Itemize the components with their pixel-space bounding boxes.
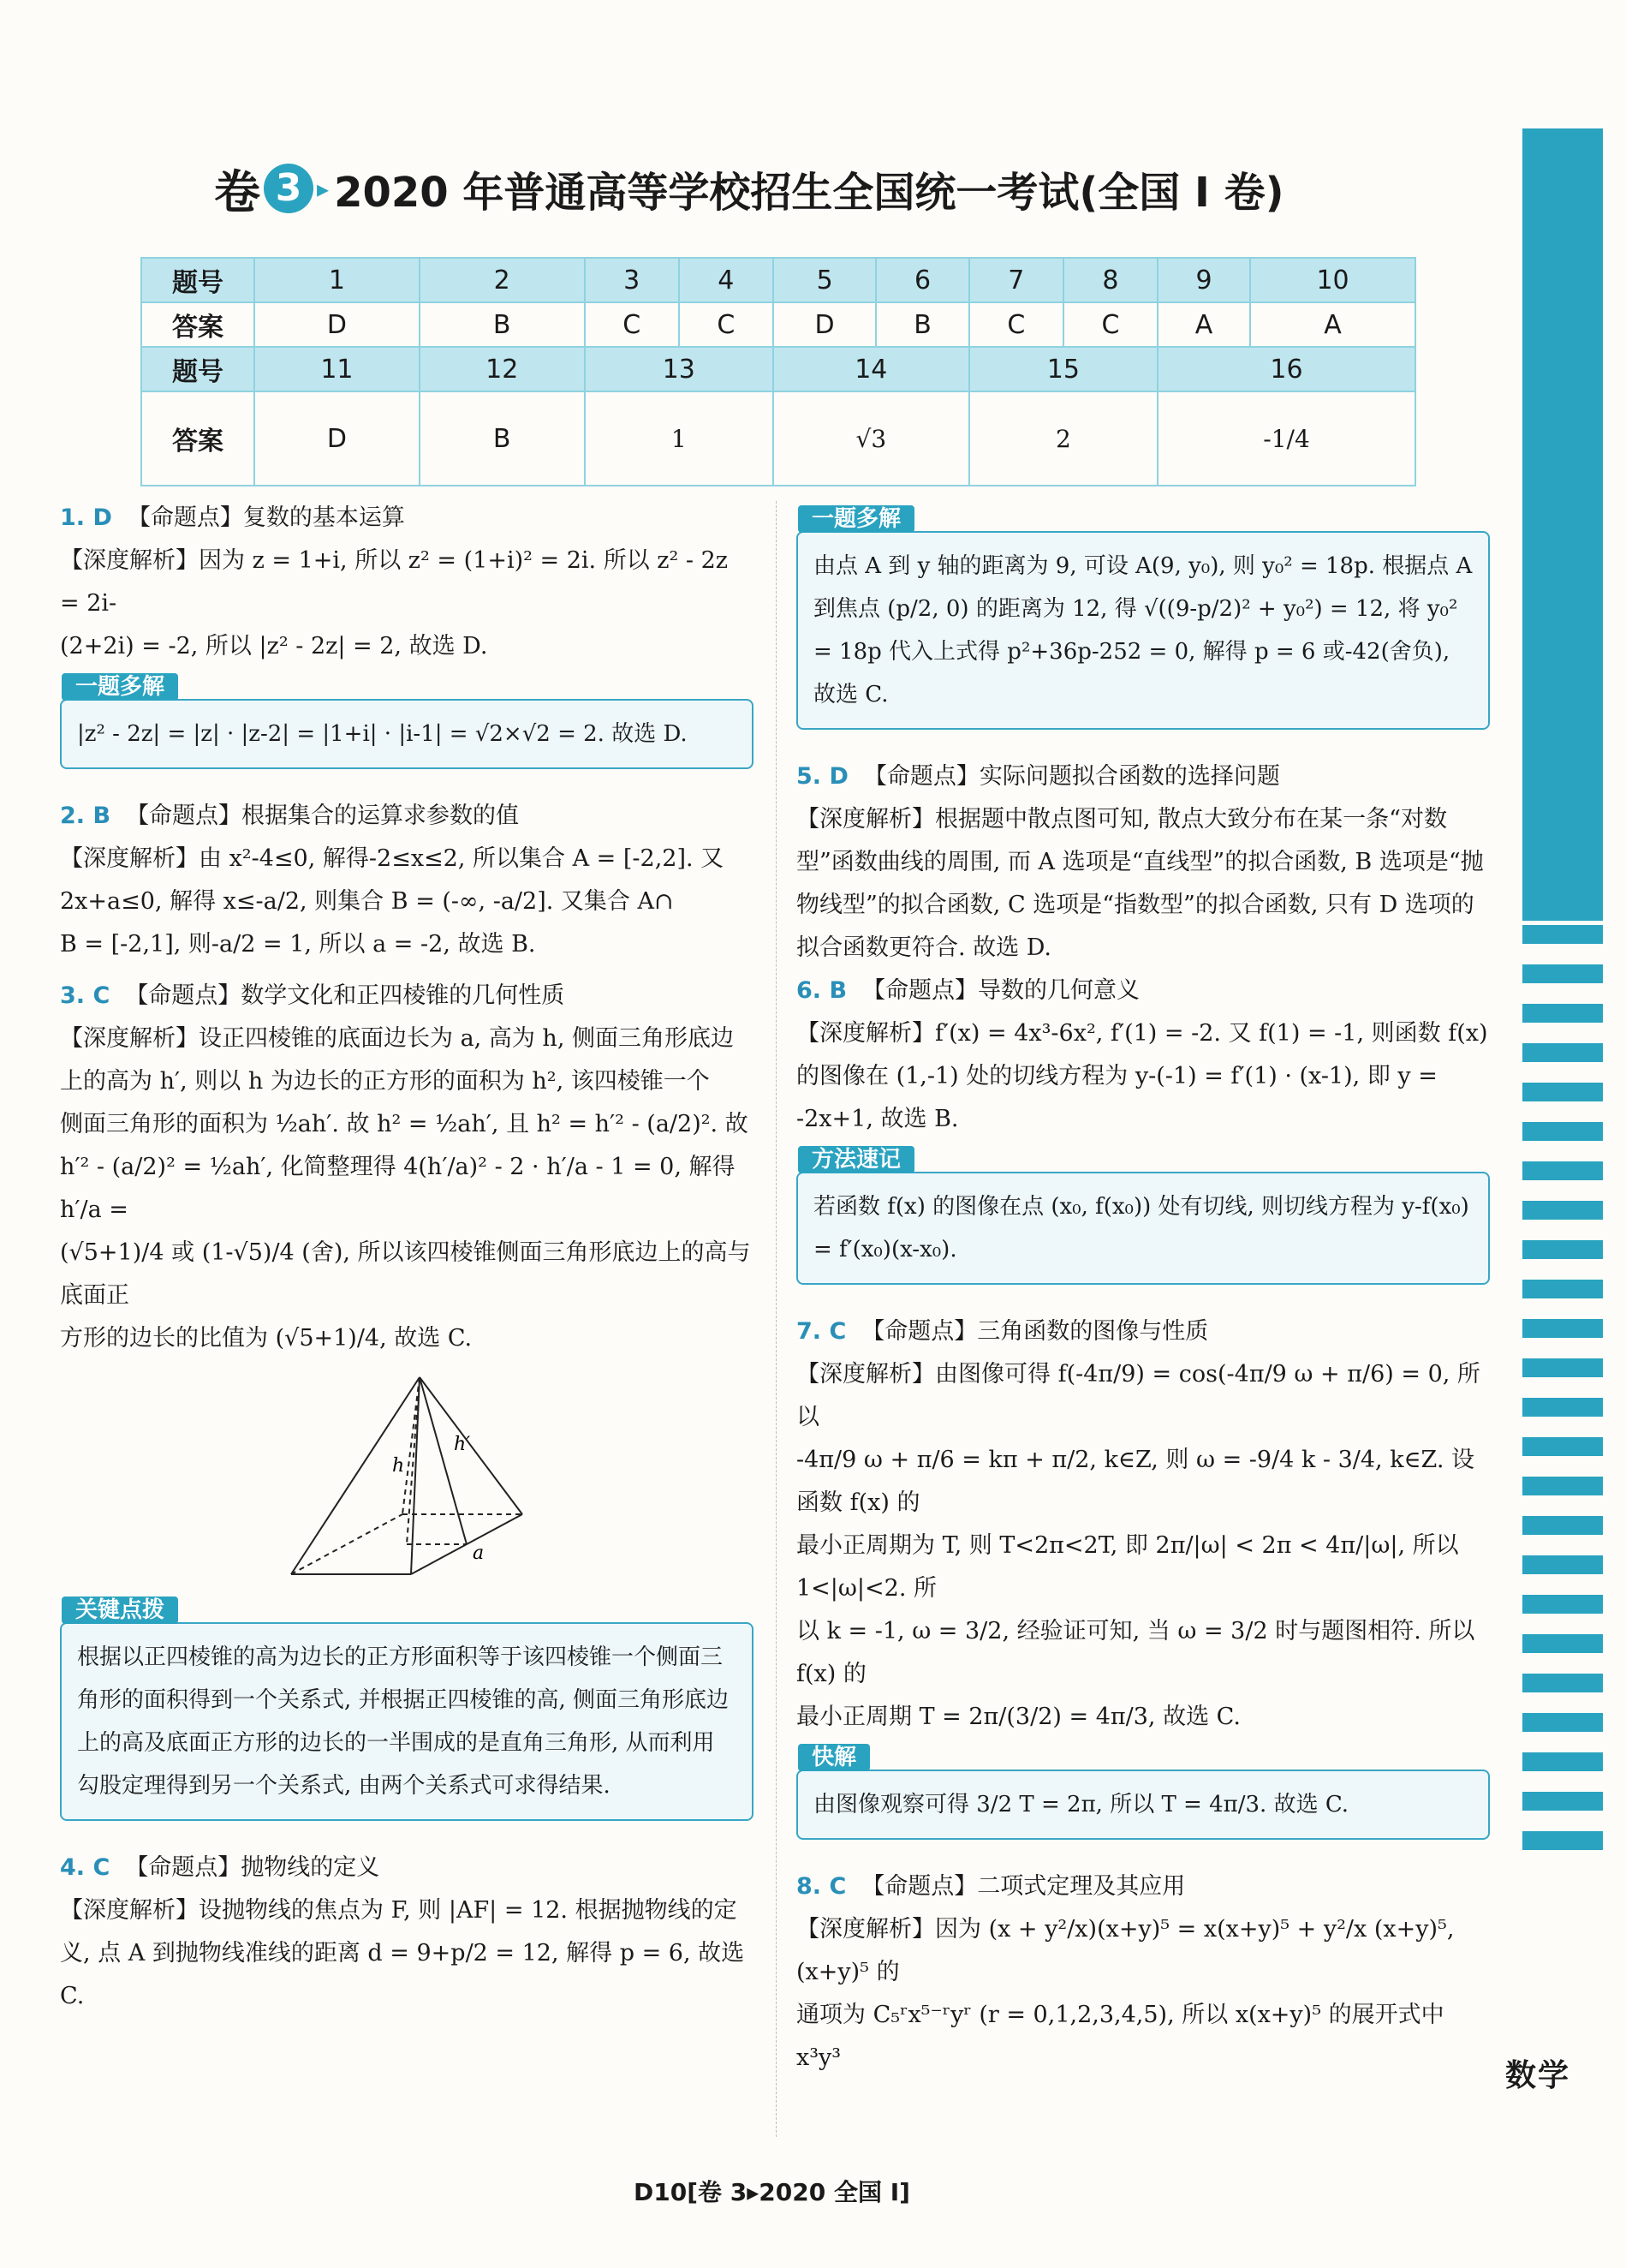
question-point: 【命题点】三角函数的图像与性质 <box>861 1318 1209 1345</box>
analysis-line: 2x+a≤0, 解得 x≤-a/2, 则集合 B = (-∞, -a/2]. 又集合 A∩ <box>60 888 674 915</box>
right-column <box>796 497 1490 2080</box>
table-cell: B <box>876 302 968 347</box>
table-cell: 8 <box>1063 258 1158 302</box>
question-number: 8. C <box>796 1873 847 1900</box>
tip-box-text: 若函数 f(x) 的图像在点 (x₀, f(x₀)) 处有切线, 则切线方程为 y-f(x₀) = f′(x₀)(x-x₀). <box>813 1194 1469 1262</box>
tip-box-text: 由点 A 到 y 轴的距离为 9, 可设 A(9, y₀), 则 y₀² = 18p. 根据点 A 到焦点 (p/2, 0) 的距离为 12, 得 √((9-p/2)² + y₀²) = 12, 将 y₀² = 18p 代入上式得 p²+36p-252 = 0, 解得 p = 6 或-42(舍负), 故选 C. <box>813 553 1473 707</box>
sidebar-stripe <box>1522 1004 1603 1023</box>
question-3 <box>60 975 753 1821</box>
analysis-line: 义, 点 A 到抛物线准线的距离 d = 9+p/2 = 12, 解得 p = 6, 故选 C. <box>60 1940 745 2009</box>
question-point: 【命题点】实际问题拟合函数的选择问题 <box>863 763 1280 790</box>
tip-box <box>796 1147 1490 1285</box>
sidebar-stripe <box>1522 1792 1603 1811</box>
tip-box <box>60 1597 753 1821</box>
question-number: 1. D <box>60 504 112 531</box>
table-row <box>141 258 1415 302</box>
question-2 <box>60 795 753 966</box>
question-number: 7. C <box>796 1318 847 1345</box>
table-cell: D <box>254 391 420 486</box>
table-cell: C <box>585 302 679 347</box>
table-cell: 14 <box>773 347 969 391</box>
table-cell: 2 <box>969 391 1158 486</box>
table-cell: 13 <box>585 347 773 391</box>
table-row <box>141 347 1415 391</box>
sidebar-stripe <box>1522 1595 1603 1614</box>
analysis-line: B = [-2,1], 则-a/2 = 1, 所以 a = -2, 故选 B. <box>60 931 536 958</box>
table-cell: 7 <box>969 258 1063 302</box>
analysis-line: 最小正周期 T = 2π/(3/2) = 4π/3, 故选 C. <box>796 1704 1241 1730</box>
analysis-line: (√5+1)/4 或 (1-√5)/4 (舍), 所以该四棱锥侧面三角形底边上的高与底面正 <box>60 1239 751 1309</box>
question-4 <box>60 1847 753 2018</box>
analysis-text: 【深度解析】f′(x) = 4x³-6x², f′(1) = -2. 又 f(1) = -1, 则函数 f(x) 的图像在 (1,-1) 处的切线方程为 y-(-1) = f′(1) · (x-1), 即 y = -2x+1, 故选 B. <box>796 1020 1488 1132</box>
row-label: 答案 <box>141 302 254 347</box>
analysis-line: 【深度解析】因为 (x + y²/x)(x+y)⁵ = x(x+y)⁵ + y²/x (x+y)⁵, (x+y)⁵ 的 <box>796 1916 1455 1985</box>
column-divider <box>776 501 777 2137</box>
sidebar-stripe <box>1522 964 1603 983</box>
subject-label: 数学 <box>1505 2058 1571 2093</box>
analysis-line: h′² - (a/2)² = ½ah′, 化简整理得 4(h′/a)² - 2 · h′/a - 1 = 0, 解得 h′/a = <box>60 1154 736 1223</box>
tip-box-label: 方法速记 <box>798 1146 914 1173</box>
sidebar-stripe <box>1522 1122 1603 1141</box>
row-label: 题号 <box>141 347 254 391</box>
question-number: 3. C <box>60 982 110 1009</box>
tip-box-text: 根据以正四棱锥的高为边长的正方形面积等于该四棱锥一个侧面三角形的面积得到一个关系式, 并根据正四棱锥的高, 侧面三角形底边上的高及底面正方形的边长的一半围成的是直角三角形, 从而利用勾股定理得到另一个关系式, 由两个关系式可求得结果. <box>77 1644 730 1799</box>
table-cell: D <box>773 302 876 347</box>
pyramid-slant-height <box>420 1377 467 1544</box>
row-label: 题号 <box>141 258 254 302</box>
question-8 <box>796 1865 1490 2080</box>
table-cell: B <box>420 302 585 347</box>
table-cell: 1 <box>585 391 773 486</box>
question-number: 2. B <box>60 803 111 829</box>
sidebar-stripe <box>1522 1831 1603 1850</box>
table-cell: 9 <box>1158 258 1250 302</box>
analysis-line: -4π/9 ω + π/6 = kπ + π/2, k∈Z, 则 ω = -9/4 k - 3/4, k∈Z. 设函数 f(x) 的 <box>796 1447 1475 1516</box>
pyramid-edge <box>420 1377 522 1514</box>
sidebar-stripe <box>1522 1201 1603 1220</box>
table-cell: B <box>420 391 585 486</box>
question-7 <box>796 1310 1490 1840</box>
analysis-line: 以 k = -1, ω = 3/2, 经验证可知, 当 ω = 3/2 时与题图相符. 所以 f(x) 的 <box>796 1618 1475 1687</box>
analysis-line: 通项为 C₅ʳx⁵⁻ʳyʳ (r = 0,1,2,3,4,5), 所以 x(x+y)⁵ 的展开式中 x³y³ <box>796 2002 1444 2071</box>
analysis-line: 【深度解析】设正四棱锥的底面边长为 a, 高为 h, 侧面三角形底边 <box>60 1025 734 1052</box>
table-cell: -1/4 <box>1158 391 1415 486</box>
sidebar-stripe <box>1522 1516 1603 1535</box>
table-cell: C <box>1063 302 1158 347</box>
tip-box-label: 一题多解 <box>798 505 914 533</box>
title-number-badge: 3 <box>264 164 313 213</box>
question-point: 【命题点】抛物线的定义 <box>125 1854 380 1881</box>
table-cell: A <box>1250 302 1415 347</box>
question-point: 【命题点】根据集合的运算求参数的值 <box>126 803 520 829</box>
analysis-line: 【深度解析】由图像可得 f(-4π/9) = cos(-4π/9 ω + π/6) = 0, 所以 <box>796 1361 1480 1430</box>
table-cell: C <box>679 302 773 347</box>
analysis-line: (2+2i) = -2, 所以 |z² - 2z| = 2, 故选 D. <box>60 633 488 660</box>
table-row <box>141 391 1415 486</box>
table-cell: 6 <box>876 258 968 302</box>
question-1 <box>60 497 753 769</box>
sidebar-stripe <box>1522 1477 1603 1495</box>
tip-box-text: 由图像观察可得 3/2 T = 2π, 所以 T = 4π/3. 故选 C. <box>813 1792 1349 1817</box>
question-point: 【命题点】二项式定理及其应用 <box>861 1873 1186 1900</box>
table-row <box>141 302 1415 347</box>
play-arrow-icon: ▸ <box>317 174 330 203</box>
table-cell: 3 <box>585 258 679 302</box>
sidebar-stripe <box>1522 1634 1603 1653</box>
sidebar-stripe <box>1522 1437 1603 1456</box>
sidebar-stripe <box>1522 1043 1603 1062</box>
analysis-line: 【深度解析】由 x²-4≤0, 解得-2≤x≤2, 所以集合 A = [-2,2]. 又 <box>60 845 724 872</box>
sidebar-stripe <box>1522 1161 1603 1180</box>
sidebar-stripe <box>1522 1083 1603 1101</box>
tip-box-label: 一题多解 <box>62 673 178 701</box>
sidebar-stripe <box>1522 1713 1603 1732</box>
table-cell: 12 <box>420 347 585 391</box>
fig-label-h: h <box>392 1455 405 1477</box>
question-number: 4. C <box>60 1854 110 1881</box>
question-point: 【命题点】导数的几何意义 <box>862 977 1141 1004</box>
table-cell: 15 <box>969 347 1158 391</box>
analysis-line: 【深度解析】设抛物线的焦点为 F, 则 |AF| = 12. 根据抛物线的定 <box>60 1897 737 1924</box>
left-column <box>60 497 753 2018</box>
fig-label-hprime: h′ <box>454 1434 471 1455</box>
analysis-line: 方形的边长的比值为 (√5+1)/4, 故选 C. <box>60 1325 473 1352</box>
table-cell: C <box>969 302 1063 347</box>
question-point: 【命题点】复数的基本运算 <box>127 504 405 531</box>
page-footer: D10[卷 3▸2020 全国 Ⅰ] <box>634 2178 910 2206</box>
analysis-text: 【深度解析】根据题中散点图可知, 散点大致分布在某一条“对数型”函数曲线的周围, 而 A 选项是“直线型”的拟合函数, B 选项是“抛物线型”的拟合函数, C 选项是“指数型”的拟合函数, 只有 D 选项的拟合函数更符合. 故选 D. <box>796 806 1484 961</box>
sidebar-stripe <box>1522 1319 1603 1338</box>
table-cell: 11 <box>254 347 420 391</box>
table-cell: 16 <box>1158 347 1415 391</box>
question-6 <box>796 970 1490 1285</box>
table-cell: D <box>254 302 420 347</box>
sidebar-stripe <box>1522 1752 1603 1771</box>
pyramid-base-hidden <box>291 1514 402 1574</box>
answer-table <box>140 257 1416 486</box>
analysis-line: 上的高为 h′, 则以 h 为边长的正方形的面积为 h², 该四棱锥一个 <box>60 1068 710 1095</box>
tip-box-label: 关键点拨 <box>62 1597 178 1624</box>
table-cell: 4 <box>679 258 773 302</box>
sidebar-stripe <box>1522 925 1603 944</box>
row-label: 答案 <box>141 391 254 486</box>
sidebar-tab <box>1522 128 1603 2225</box>
sidebar-stripe <box>1522 1240 1603 1259</box>
tip-box-label: 快解 <box>798 1744 870 1771</box>
table-cell: 2 <box>420 258 585 302</box>
analysis-line: 最小正周期为 T, 则 T<2π<2T, 即 2π/|ω| < 2π < 4π/|ω|, 所以 1<|ω|<2. 所 <box>796 1532 1459 1602</box>
title-text: 2020 年普通高等学校招生全国统一考试(全国 Ⅰ 卷) <box>334 168 1284 217</box>
page-title <box>214 154 1284 223</box>
question-point: 【命题点】数学文化和正四棱锥的几何性质 <box>125 982 565 1009</box>
sidebar-block <box>1522 128 1603 921</box>
table-cell: 5 <box>773 258 876 302</box>
tip-box <box>796 506 1490 730</box>
sidebar-stripe <box>1522 1398 1603 1417</box>
analysis-line: 侧面三角形的面积为 ½ah′. 故 h² = ½ah′, 且 h² = h′² - (a/2)². 故 <box>60 1111 748 1137</box>
pyramid-figure <box>283 1369 539 1591</box>
sidebar-stripe <box>1522 1555 1603 1574</box>
sidebar-stripe <box>1522 1358 1603 1377</box>
tip-box <box>796 1745 1490 1840</box>
sidebar-stripe <box>1522 1280 1603 1298</box>
fig-label-a: a <box>473 1543 485 1564</box>
question-5 <box>796 755 1490 970</box>
analysis-line: 【深度解析】因为 z = 1+i, 所以 z² = (1+i)² = 2i. 所以 z² - 2z = 2i- <box>60 547 729 617</box>
question-number: 5. D <box>796 763 849 790</box>
sidebar-stripe <box>1522 1674 1603 1692</box>
question-number: 6. B <box>796 977 848 1004</box>
title-juan: 卷 <box>214 164 260 219</box>
table-cell: 1 <box>254 258 420 302</box>
table-cell: A <box>1158 302 1250 347</box>
table-cell: √3 <box>773 391 969 486</box>
table-cell: 10 <box>1250 258 1415 302</box>
tip-box-text: |z² - 2z| = |z| · |z-2| = |1+i| · |i-1| = √2×√2 = 2. 故选 D. <box>77 721 688 747</box>
tip-box <box>60 674 753 769</box>
